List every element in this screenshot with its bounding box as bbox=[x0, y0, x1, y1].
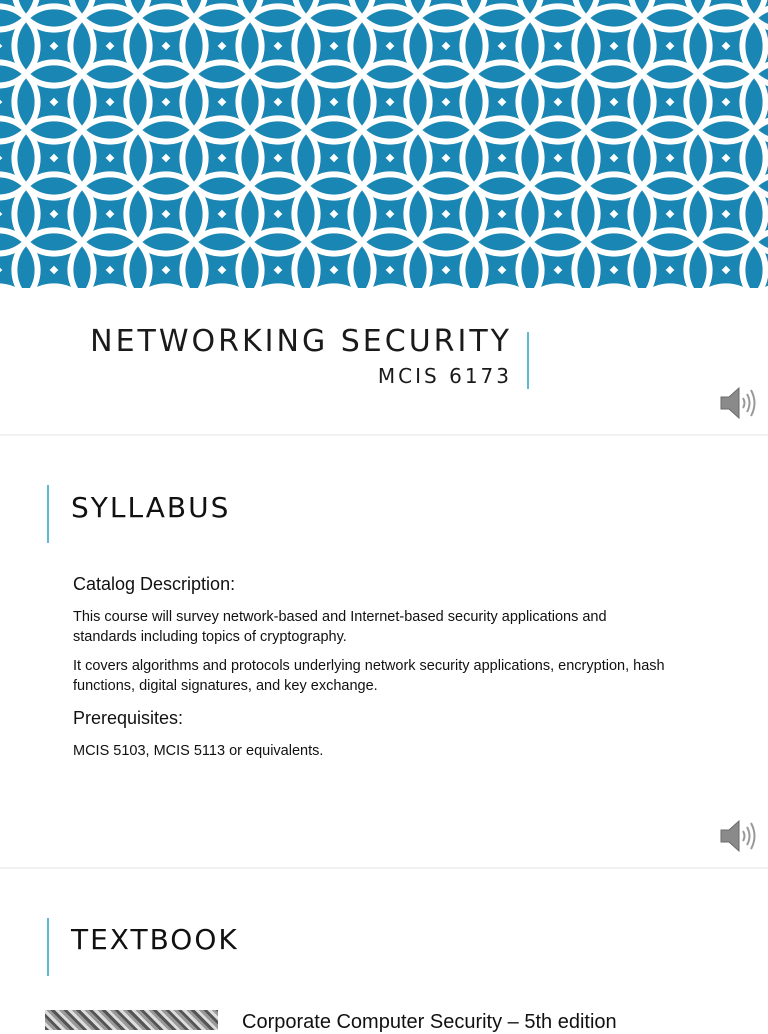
speaker-icon[interactable] bbox=[718, 816, 758, 856]
speaker-icon[interactable] bbox=[718, 383, 758, 423]
slide-divider bbox=[0, 867, 768, 869]
textbook-accent-line bbox=[47, 918, 49, 976]
catalog-description-heading: Catalog Description: bbox=[73, 574, 236, 594]
presentation-title: NETWORKING SECURITY bbox=[90, 324, 512, 359]
catalog-paragraph-1: This course will survey network-based and Internet-based security applications and standards including topics of cryptography. bbox=[73, 609, 607, 645]
prerequisites-text: MCIS 5103, MCIS 5113 or equivalents. bbox=[73, 743, 324, 759]
title-block bbox=[90, 322, 512, 390]
geometric-pattern-banner bbox=[0, 0, 768, 288]
textbook-title: TEXTBOOK bbox=[71, 923, 239, 956]
book-cover-image bbox=[45, 1010, 218, 1030]
book-title: Corporate Computer Security – 5th edition bbox=[242, 1011, 617, 1033]
title-accent-line bbox=[527, 332, 529, 389]
slide-divider bbox=[0, 434, 768, 436]
catalog-paragraph-2: It covers algorithms and protocols underlying network security applications, encryption, hash functions, digital signatures, and key exchange. bbox=[73, 658, 665, 694]
syllabus-accent-line bbox=[47, 485, 49, 543]
syllabus-title: SYLLABUS bbox=[71, 491, 231, 524]
title-slide bbox=[0, 0, 768, 433]
course-code: MCIS 6173 bbox=[377, 364, 512, 388]
prerequisites-heading: Prerequisites: bbox=[73, 708, 184, 728]
